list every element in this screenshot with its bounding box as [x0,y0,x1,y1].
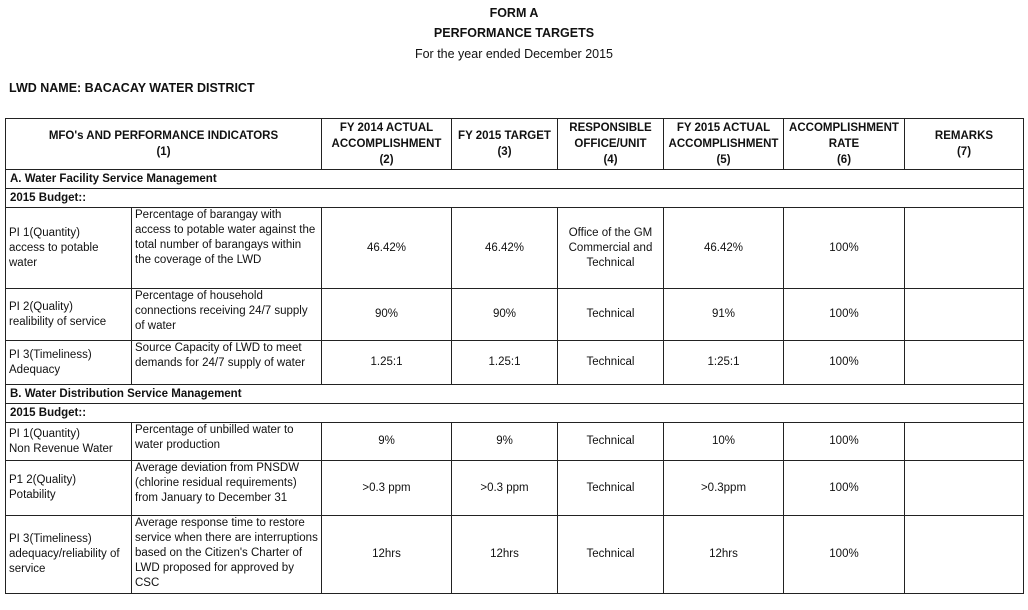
pi-cell: P1 2(Quality) Potability [6,461,132,516]
col-header-target: FY 2015 TARGET (3) [452,119,558,170]
remarks-cell [905,516,1024,594]
description-cell: Percentage of barangay with access to potable water against the total number of barangays within the coverage of the LWD [132,208,322,289]
target-cell: 12hrs [452,516,558,594]
remarks-cell [905,341,1024,385]
actual-cell: >0.3ppm [664,461,784,516]
col-header-remarks: REMARKS (7) [905,119,1024,170]
rate-cell: 100% [784,341,905,385]
table-row [6,341,1024,385]
target-cell: 46.42% [452,208,558,289]
target-cell: 9% [452,423,558,461]
fy2014-cell: 46.42% [322,208,452,289]
target-cell: 1.25:1 [452,341,558,385]
table-row [6,289,1024,341]
section-row [6,385,1024,404]
form-title: PERFORMANCE TARGETS [433,26,595,40]
table-row [6,461,1024,516]
form-label: FORM A [489,6,539,20]
office-cell: Technical [558,423,664,461]
office-cell: Technical [558,461,664,516]
office-cell: Office of the GM Commercial and Technical [558,208,664,289]
col-header-office: RESPONSIBLE OFFICE/UNIT (4) [558,119,664,170]
description-cell: Average deviation from PNSDW (chlorine residual requirements) from January to December 31 [132,461,322,516]
pi-cell: PI 1(Quantity) Non Revenue Water [6,423,132,461]
table-row [6,423,1024,461]
actual-cell: 12hrs [664,516,784,594]
target-cell: 90% [452,289,558,341]
col-header-rate: ACCOMPLISHMENT RATE (6) [784,119,905,170]
description-cell: Percentage of unbilled water to water production [132,423,322,461]
fy2014-cell: 1.25:1 [322,341,452,385]
pi-cell: PI 3(Timeliness) Adequacy [6,341,132,385]
col-header-fy2014: FY 2014 ACTUAL ACCOMPLISHMENT (2) [322,119,452,170]
lwd-name: LWD NAME: BACACAY WATER DISTRICT [9,81,255,95]
rate-cell: 100% [784,516,905,594]
actual-cell: 1:25:1 [664,341,784,385]
description-cell: Average response time to restore service when there are interruptions based on the Citizen's Charter of LWD proposed for approved by CSC [132,516,322,594]
budget-label: 2015 Budget:: [6,189,1024,208]
section-row [6,170,1024,189]
budget-row [6,404,1024,423]
col-header-actual: FY 2015 ACTUAL ACCOMPLISHMENT (5) [664,119,784,170]
actual-cell: 91% [664,289,784,341]
remarks-cell [905,423,1024,461]
office-cell: Technical [558,289,664,341]
rate-cell: 100% [784,289,905,341]
office-cell: Technical [558,341,664,385]
rate-cell: 100% [784,208,905,289]
fy2014-cell: 9% [322,423,452,461]
budget-row [6,189,1024,208]
col-header-mfo: MFO's AND PERFORMANCE INDICATORS (1) [6,119,322,170]
remarks-cell [905,208,1024,289]
actual-cell: 10% [664,423,784,461]
budget-label: 2015 Budget:: [6,404,1024,423]
pi-cell: PI 3(Timeliness) adequacy/reliability of service [6,516,132,594]
office-cell: Technical [558,516,664,594]
performance-targets-table [5,118,1024,594]
remarks-cell [905,289,1024,341]
remarks-cell [905,461,1024,516]
section-title: A. Water Facility Service Management [6,170,1024,189]
section-title: B. Water Distribution Service Management [6,385,1024,404]
pi-cell: PI 1(Quantity) access to potable water [6,208,132,289]
fy2014-cell: 90% [322,289,452,341]
form-period: For the year ended December 2015 [414,47,614,61]
table-row [6,208,1024,289]
fy2014-cell: 12hrs [322,516,452,594]
pi-cell: PI 2(Quality) realibility of service [6,289,132,341]
description-cell: Percentage of household connections receiving 24/7 supply of water [132,289,322,341]
rate-cell: 100% [784,423,905,461]
table-row [6,516,1024,594]
fy2014-cell: >0.3 ppm [322,461,452,516]
target-cell: >0.3 ppm [452,461,558,516]
rate-cell: 100% [784,461,905,516]
table-header-row [6,119,1024,170]
description-cell: Source Capacity of LWD to meet demands for 24/7 supply of water [132,341,322,385]
actual-cell: 46.42% [664,208,784,289]
